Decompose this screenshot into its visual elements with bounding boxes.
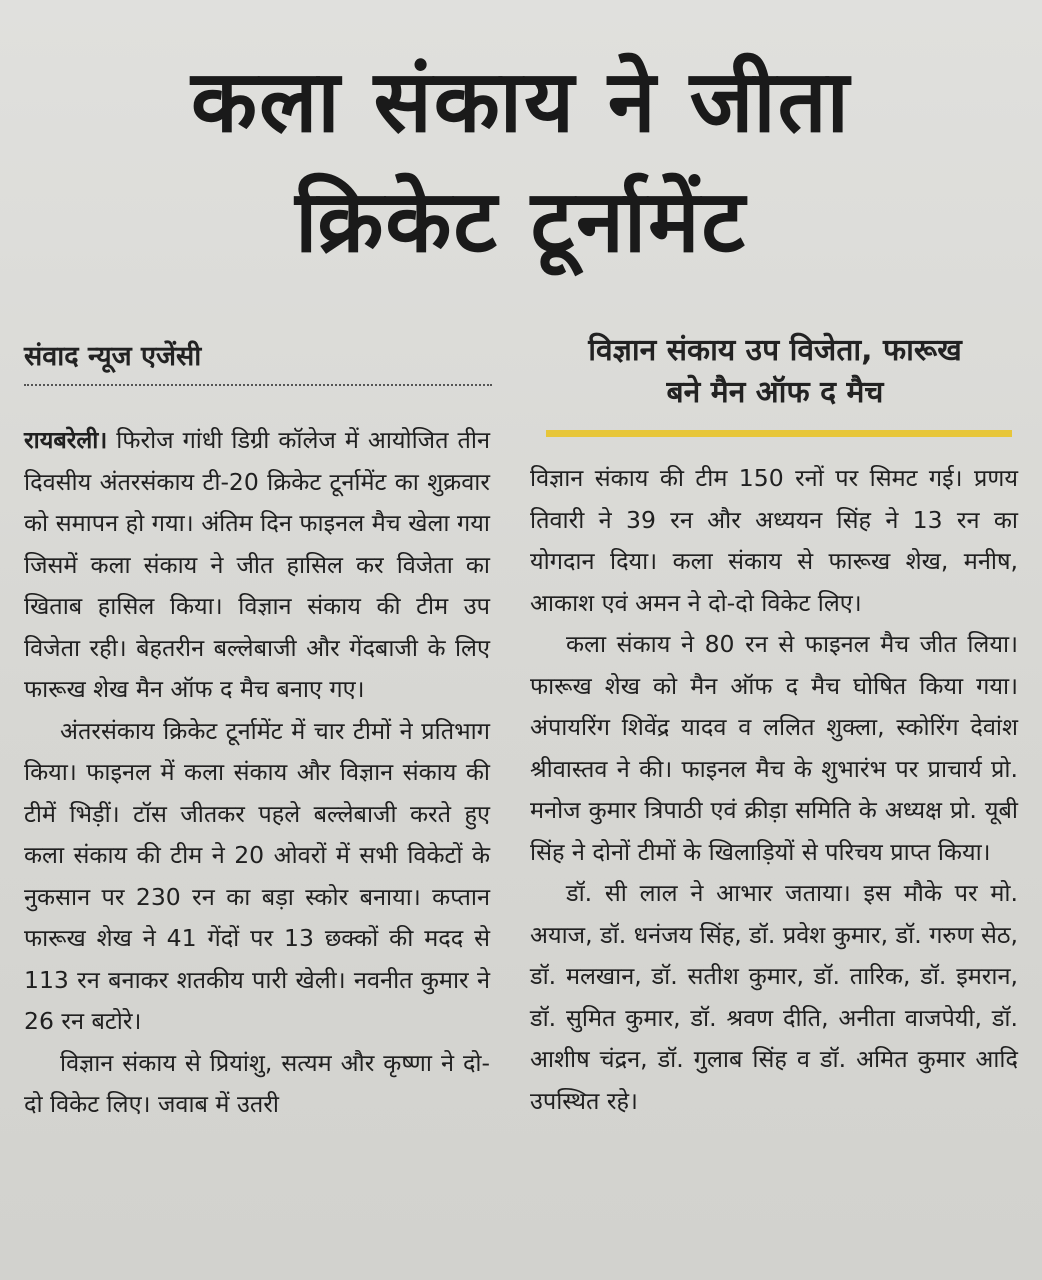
article-column-left [24, 420, 490, 1126]
dateline: रायबरेली। [24, 426, 108, 454]
subheadline [530, 330, 1020, 414]
subheadline-line-1: विज्ञान संकाय उप विजेता, फारूख [588, 333, 962, 368]
article-paragraph: विज्ञान संकाय की टीम 150 रनों पर सिमट गई। प्रणय तिवारी ने 39 रन और अध्ययन सिंह ने 13 रन का योगदान दिया। कला संकाय से फारूख शेख, मनीष, आकाश एवं अमन ने दो-दो विकेट लिए। [530, 464, 1018, 617]
article-paragraph: कला संकाय ने 80 रन से फाइनल मैच जीत लिया। फारूख शेख को मैन ऑफ द मैच घोषित किया गया। अंपायरिंग शिवेंद्र यादव व ललित शुक्ला, स्कोरिंग देवांश श्रीवास्तव ने की। फाइनल मैच के शुभारंभ पर प्राचार्य प्रो. मनोज कुमार त्रिपाठी एवं क्रीड़ा समिति के अध्यक्ष प्रो. यूबी सिंह ने दोनों टीमों के खिलाड़ियों से परिचय प्राप्त किया। [530, 630, 1018, 866]
subheadline-divider [546, 430, 1012, 437]
article-paragraph: अंतरसंकाय क्रिकेट टूर्नामेंट में चार टीमों ने प्रतिभाग किया। फाइनल में कला संकाय और विज्ञान संकाय की टीमें भिड़ीं। टॉस जीतकर पहले बल्लेबाजी करते हुए कला संकाय की टीम ने 20 ओवरों में सभी विकेटों के नुकसान पर 230 रन का बड़ा स्कोर बनाया। कप्तान फारूख शेख ने 41 गेंदों पर 13 छक्कों की मदद से 113 रन बनाकर शतकीय पारी खेली। नवनीत कुमार ने 26 रन बटोरे। [24, 716, 490, 1035]
article-paragraph: विज्ञान संकाय से प्रियांशु, सत्यम और कृष्णा ने दो-दो विकेट लिए। जवाब में उतरी [24, 1048, 490, 1118]
headline-line-1: कला संकाय ने जीता [191, 52, 851, 152]
headline-line-2: क्रिकेट टूर्नामेंट [295, 172, 747, 272]
article-paragraph [24, 420, 490, 711]
article-column-right [530, 458, 1018, 1122]
article-paragraph: डॉ. सी लाल ने आभार जताया। इस मौके पर मो. अयाज, डॉ. धनंजय सिंह, डॉ. प्रवेश कुमार, डॉ. गरुण सेठ, डॉ. मलखान, डॉ. सतीश कुमार, डॉ. तारिक, डॉ. इमरान, डॉ. सुमित कुमार, डॉ. श्रवण दीति, अनीता वाजपेयी, डॉ. आशीष चंद्रन, डॉ. गुलाब सिंह व डॉ. अमित कुमार आदि उपस्थित रहे। [530, 879, 1018, 1115]
byline: संवाद न्यूज एजेंसी [24, 341, 202, 372]
subheadline-line-2: बने मैन ऑफ द मैच [666, 375, 884, 410]
byline-divider [24, 384, 492, 386]
paragraph-text: फिरोज गांधी डिग्री कॉलेज में आयोजित तीन दिवसीय अंतरसंकाय टी-20 क्रिकेट टूर्नामेंट का शुक्रवार को समापन हो गया। अंतिम दिन फाइनल मैच खेला गया जिसमें कला संकाय ने जीत हासिल कर विजेता का खिताब हासिल किया। विज्ञान संकाय की टीम उप विजेता रही। बेहतरीन बल्लेबाजी और गेंदबाजी के लिए फारूख शेख मैन ऑफ द मैच बनाए गए। [24, 426, 490, 703]
